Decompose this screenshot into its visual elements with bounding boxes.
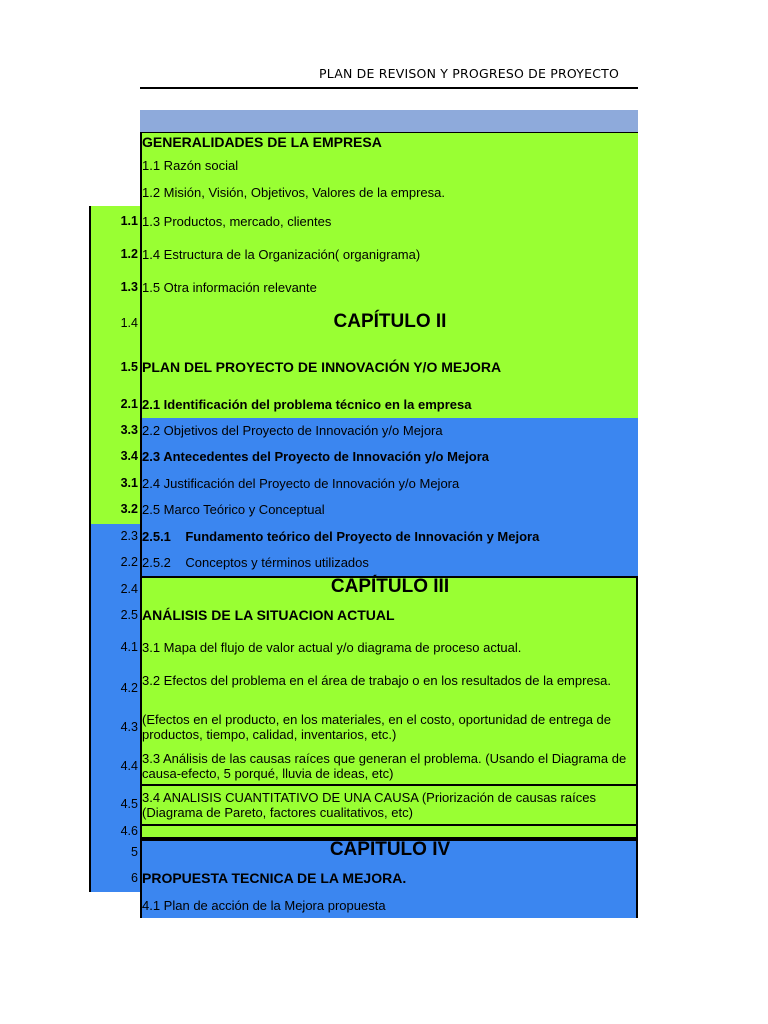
outline-item: 3.2 Efectos del problema en el área de trabajo o en los resultados de la empresa.	[142, 673, 612, 688]
outline-item: 2.5 Marco Teórico y Conceptual	[142, 502, 325, 517]
outline-item: 1.5 Otra información relevante	[142, 280, 317, 295]
row-number: 1.3	[120, 280, 138, 294]
row-number: 3.1	[120, 476, 138, 490]
chapter-title: CAPÍTULO II	[333, 311, 447, 332]
outline-item: 2.2 Objetivos del Proyecto de Innovación y/o Mejora	[142, 423, 443, 438]
row-number: 4.4	[120, 759, 138, 773]
outline-item: 1.2 Misión, Visión, Objetivos, Valores de la empresa.	[142, 185, 445, 200]
left-black-edge	[89, 206, 91, 892]
section-green-1	[140, 132, 638, 418]
outline-item: 2.5.2 Conceptos y términos utilizados	[142, 555, 369, 570]
row-number: 1.5	[120, 360, 138, 374]
row-number: 2.4	[120, 582, 138, 596]
chapter-title: CAPÍTULO III	[330, 576, 450, 597]
row-number: 2.1	[120, 397, 138, 411]
outline-item: 3.3 Análisis de las causas raíces que generan el problema. (Usando el Diagrama de causa-efecto, 5 porqué, lluvia de ideas, etc)	[142, 751, 627, 781]
section-heading: GENERALIDADES DE LA EMPRESA	[142, 134, 382, 150]
section-green-4	[140, 826, 638, 839]
row-number: 3.3	[120, 423, 138, 437]
header-band	[140, 110, 638, 132]
chapter-title: CAPITULO IV	[329, 839, 451, 860]
row-number: 2.2	[120, 555, 138, 569]
row-number: 1.1	[120, 214, 138, 228]
outline-item: 2.3 Antecedentes del Proyecto de Innovación y/o Mejora	[142, 449, 490, 464]
row-number: 4.5	[120, 797, 138, 811]
outline-item: 1.3 Productos, mercado, clientes	[142, 214, 332, 229]
row-number: 4.6	[120, 824, 138, 838]
row-number: 2.3	[120, 529, 138, 543]
document-header-title: PLAN DE REVISON Y PROGRESO DE PROYECTO	[319, 66, 619, 81]
header-rule	[140, 87, 638, 89]
outline-item: 3.4 ANALISIS CUANTITATIVO DE UNA CAUSA (Priorización de causas raíces (Diagrama de Pareto, factores cualitativos, etc)	[142, 790, 596, 820]
row-number: 4.1	[120, 640, 138, 654]
row-number: 1.4	[120, 316, 138, 330]
outline-item: 2.5.1 Fundamento teórico del Proyecto de Innovación y Mejora	[142, 529, 540, 544]
section-blue-1	[140, 418, 638, 576]
section-heading: ANÁLISIS DE LA SITUACION ACTUAL	[142, 607, 395, 623]
outline-item: 4.1 Plan de acción de la Mejora propuesta	[142, 898, 386, 913]
row-number: 3.2	[120, 502, 138, 516]
outline-item: 2.1 Identificación del problema técnico en la empresa	[142, 397, 472, 412]
outline-item: 1.1 Razón social	[142, 158, 239, 173]
outline-item: (Efectos en el producto, en los materiales, en el costo, oportunidad de entrega de productos, tiempo, calidad, inventarios, etc.)	[142, 712, 612, 742]
section-heading: PLAN DEL PROYECTO DE INNOVACIÓN Y/O MEJORA	[142, 359, 502, 375]
row-number: 4.2	[120, 681, 138, 695]
row-number: 6	[131, 871, 138, 885]
row-number: 2.5	[120, 608, 138, 622]
outline-item: 1.4 Estructura de la Organización( organigrama)	[142, 247, 421, 262]
outline-item: 2.4 Justificación del Proyecto de Innovación y/o Mejora	[142, 476, 460, 491]
section-heading: PROPUESTA TECNICA DE LA MEJORA.	[142, 870, 407, 886]
row-number: 3.4	[120, 449, 138, 463]
row-number: 5	[131, 845, 138, 859]
row-number: 4.3	[120, 720, 138, 734]
outline-item: 3.1 Mapa del flujo de valor actual y/o diagrama de proceso actual.	[142, 640, 522, 655]
row-number: 1.2	[120, 247, 138, 261]
